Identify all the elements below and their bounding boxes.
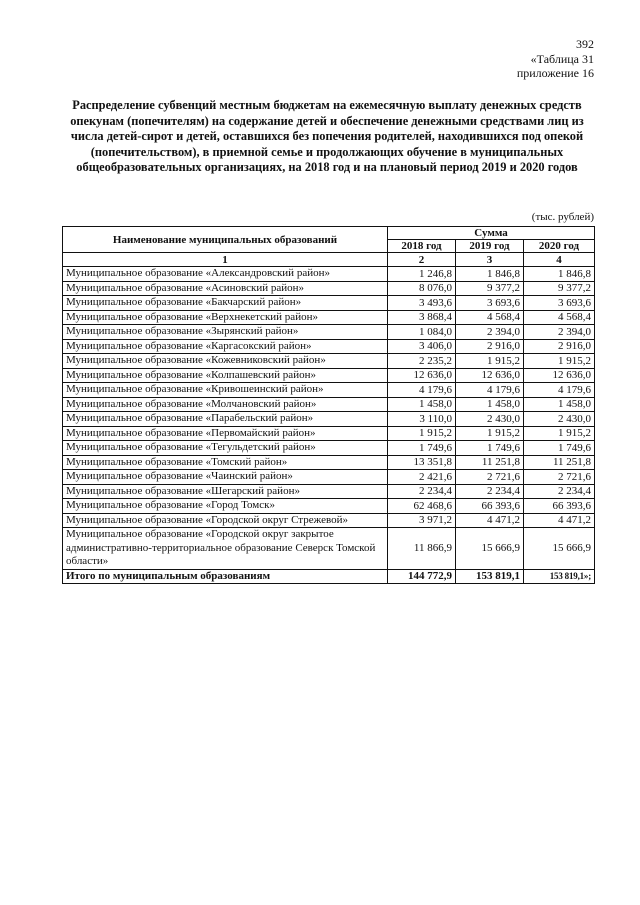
- table-row: [63, 412, 595, 427]
- column-header-2019: 2019 год: [456, 240, 524, 253]
- table-reference: «Таблица 31: [530, 51, 594, 66]
- value-2020: 11 251,8: [524, 455, 595, 470]
- value-2018: 2 234,4: [388, 484, 456, 499]
- value-2020: 3 693,6: [524, 296, 595, 311]
- municipality-name: Муниципальное образование «Кожевниковский район»: [63, 354, 388, 369]
- table-row: [63, 426, 595, 441]
- table-row: [63, 470, 595, 485]
- value-2020: 2 430,0: [524, 412, 595, 427]
- value-2018: 3 868,4: [388, 310, 456, 325]
- table-row: [63, 310, 595, 325]
- value-2018: 4 179,6: [388, 383, 456, 398]
- value-2018: 62 468,6: [388, 499, 456, 514]
- value-2020: 12 636,0: [524, 368, 595, 383]
- value-2020: 1 749,6: [524, 441, 595, 456]
- municipality-name: Муниципальное образование «Каргасокский район»: [63, 339, 388, 354]
- value-2019: 3 693,6: [456, 296, 524, 311]
- value-2019: 1 915,2: [456, 426, 524, 441]
- municipality-name: Муниципальное образование «Колпашевский район»: [63, 368, 388, 383]
- municipality-name: Муниципальное образование «Парабельский район»: [63, 412, 388, 427]
- value-2018: 8 076,0: [388, 281, 456, 296]
- value-2018: 2 235,2: [388, 354, 456, 369]
- document-title: Распределение субвенций местным бюджетам на ежемесячную выплату денежных средств опекунам (попечителям) на содержание детей и обеспечение денежными средствами лиц из числа детей-сирот и детей, оставшихся без попечения родителей, находившихся под опекой (попечительством), в приемной семье и продолжающих обучение в муниципальных общеобразовательных организациях, на 2018 год и на плановый период 2019 и 2020 годов: [70, 98, 584, 175]
- municipality-name: Муниципальное образование «Александровский район»: [63, 267, 388, 282]
- table-body: [63, 267, 595, 570]
- municipality-name: Муниципальное образование «Тегульдетский район»: [63, 441, 388, 456]
- table-row: [63, 513, 595, 528]
- municipality-name: Муниципальное образование «Город Томск»: [63, 499, 388, 514]
- municipality-name: Муниципальное образование «Молчановский район»: [63, 397, 388, 412]
- municipality-name: Муниципальное образование «Томский район»: [63, 455, 388, 470]
- table-row: [63, 296, 595, 311]
- value-2018: 11 866,9: [388, 528, 456, 570]
- total-2018: 144 772,9: [388, 569, 456, 584]
- municipality-name: Муниципальное образование «Городской округ Стрежевой»: [63, 513, 388, 528]
- index-cell: 2: [388, 253, 456, 267]
- units-label: (тыс. рублей): [531, 211, 594, 223]
- municipality-name: Муниципальное образование «Шегарский район»: [63, 484, 388, 499]
- value-2018: 1 749,6: [388, 441, 456, 456]
- municipality-name: Муниципальное образование «Верхнекетский район»: [63, 310, 388, 325]
- value-2018: 13 351,8: [388, 455, 456, 470]
- municipality-name: Муниципальное образование «Кривошеинский район»: [63, 383, 388, 398]
- value-2019: 2 430,0: [456, 412, 524, 427]
- municipality-name: Муниципальное образование «Асиновский район»: [63, 281, 388, 296]
- index-cell: 1: [63, 253, 388, 267]
- table-row: [63, 455, 595, 470]
- value-2019: 2 234,4: [456, 484, 524, 499]
- value-2019: 1 749,6: [456, 441, 524, 456]
- value-2020: 2 234,4: [524, 484, 595, 499]
- value-2018: 2 421,6: [388, 470, 456, 485]
- value-2020: 4 179,6: [524, 383, 595, 398]
- municipality-name: Муниципальное образование «Городской округ закрытое административно-территориальное образование Северск Томской области»: [63, 528, 388, 570]
- table-row: [63, 339, 595, 354]
- table-row: [63, 499, 595, 514]
- municipality-name: Муниципальное образование «Чаинский район»: [63, 470, 388, 485]
- value-2019: 66 393,6: [456, 499, 524, 514]
- value-2019: 11 251,8: [456, 455, 524, 470]
- municipality-name: Муниципальное образование «Бакчарский район»: [63, 296, 388, 311]
- column-header-2018: 2018 год: [388, 240, 456, 253]
- municipality-name: Муниципальное образование «Первомайский район»: [63, 426, 388, 441]
- page-header: [517, 37, 594, 81]
- table-row: [63, 528, 595, 570]
- value-2019: 4 179,6: [456, 383, 524, 398]
- subvention-table: [62, 226, 595, 584]
- table-row: [63, 325, 595, 340]
- value-2019: 2 721,6: [456, 470, 524, 485]
- index-cell: 4: [524, 253, 595, 267]
- value-2020: 2 916,0: [524, 339, 595, 354]
- index-cell: 3: [456, 253, 524, 267]
- value-2020: 66 393,6: [524, 499, 595, 514]
- column-header-name: Наименование муниципальных образований: [63, 227, 388, 253]
- value-2020: 4 568,4: [524, 310, 595, 325]
- table-row: [63, 368, 595, 383]
- value-2019: 4 568,4: [456, 310, 524, 325]
- total-row: [63, 569, 595, 584]
- total-2019: 153 819,1: [456, 569, 524, 584]
- table-row: [63, 383, 595, 398]
- value-2020: 1 915,2: [524, 426, 595, 441]
- column-header-2020: 2020 год: [524, 240, 595, 253]
- municipality-name: Муниципальное образование «Зырянский район»: [63, 325, 388, 340]
- table-row: [63, 397, 595, 412]
- table-row: [63, 484, 595, 499]
- value-2019: 1 458,0: [456, 397, 524, 412]
- column-header-sum: Сумма: [388, 227, 595, 240]
- table-row: [63, 354, 595, 369]
- value-2019: 15 666,9: [456, 528, 524, 570]
- value-2020: 1 915,2: [524, 354, 595, 369]
- value-2018: 3 406,0: [388, 339, 456, 354]
- value-2020: 9 377,2: [524, 281, 595, 296]
- appendix-reference: приложение 16: [516, 66, 594, 80]
- value-2018: 12 636,0: [388, 368, 456, 383]
- value-2020: 15 666,9: [524, 528, 595, 570]
- value-2018: 1 915,2: [388, 426, 456, 441]
- value-2018: 3 493,6: [388, 296, 456, 311]
- value-2019: 9 377,2: [456, 281, 524, 296]
- value-2018: 1 246,8: [388, 267, 456, 282]
- total-label: Итого по муниципальным образованиям: [63, 569, 388, 584]
- value-2018: 1 458,0: [388, 397, 456, 412]
- value-2018: 1 084,0: [388, 325, 456, 340]
- value-2018: 3 110,0: [388, 412, 456, 427]
- value-2020: 2 394,0: [524, 325, 595, 340]
- value-2020: 1 458,0: [524, 397, 595, 412]
- value-2020: 2 721,6: [524, 470, 595, 485]
- table-row: [63, 281, 595, 296]
- value-2019: 2 916,0: [456, 339, 524, 354]
- value-2019: 1 915,2: [456, 354, 524, 369]
- value-2018: 3 971,2: [388, 513, 456, 528]
- value-2019: 2 394,0: [456, 325, 524, 340]
- table-row: [63, 267, 595, 282]
- value-2019: 1 846,8: [456, 267, 524, 282]
- value-2019: 4 471,2: [456, 513, 524, 528]
- total-2020: 153 819,1»;: [524, 569, 595, 584]
- value-2020: 4 471,2: [524, 513, 595, 528]
- value-2020: 1 846,8: [524, 267, 595, 282]
- page-number: 392: [576, 37, 594, 51]
- table-row: [63, 441, 595, 456]
- value-2019: 12 636,0: [456, 368, 524, 383]
